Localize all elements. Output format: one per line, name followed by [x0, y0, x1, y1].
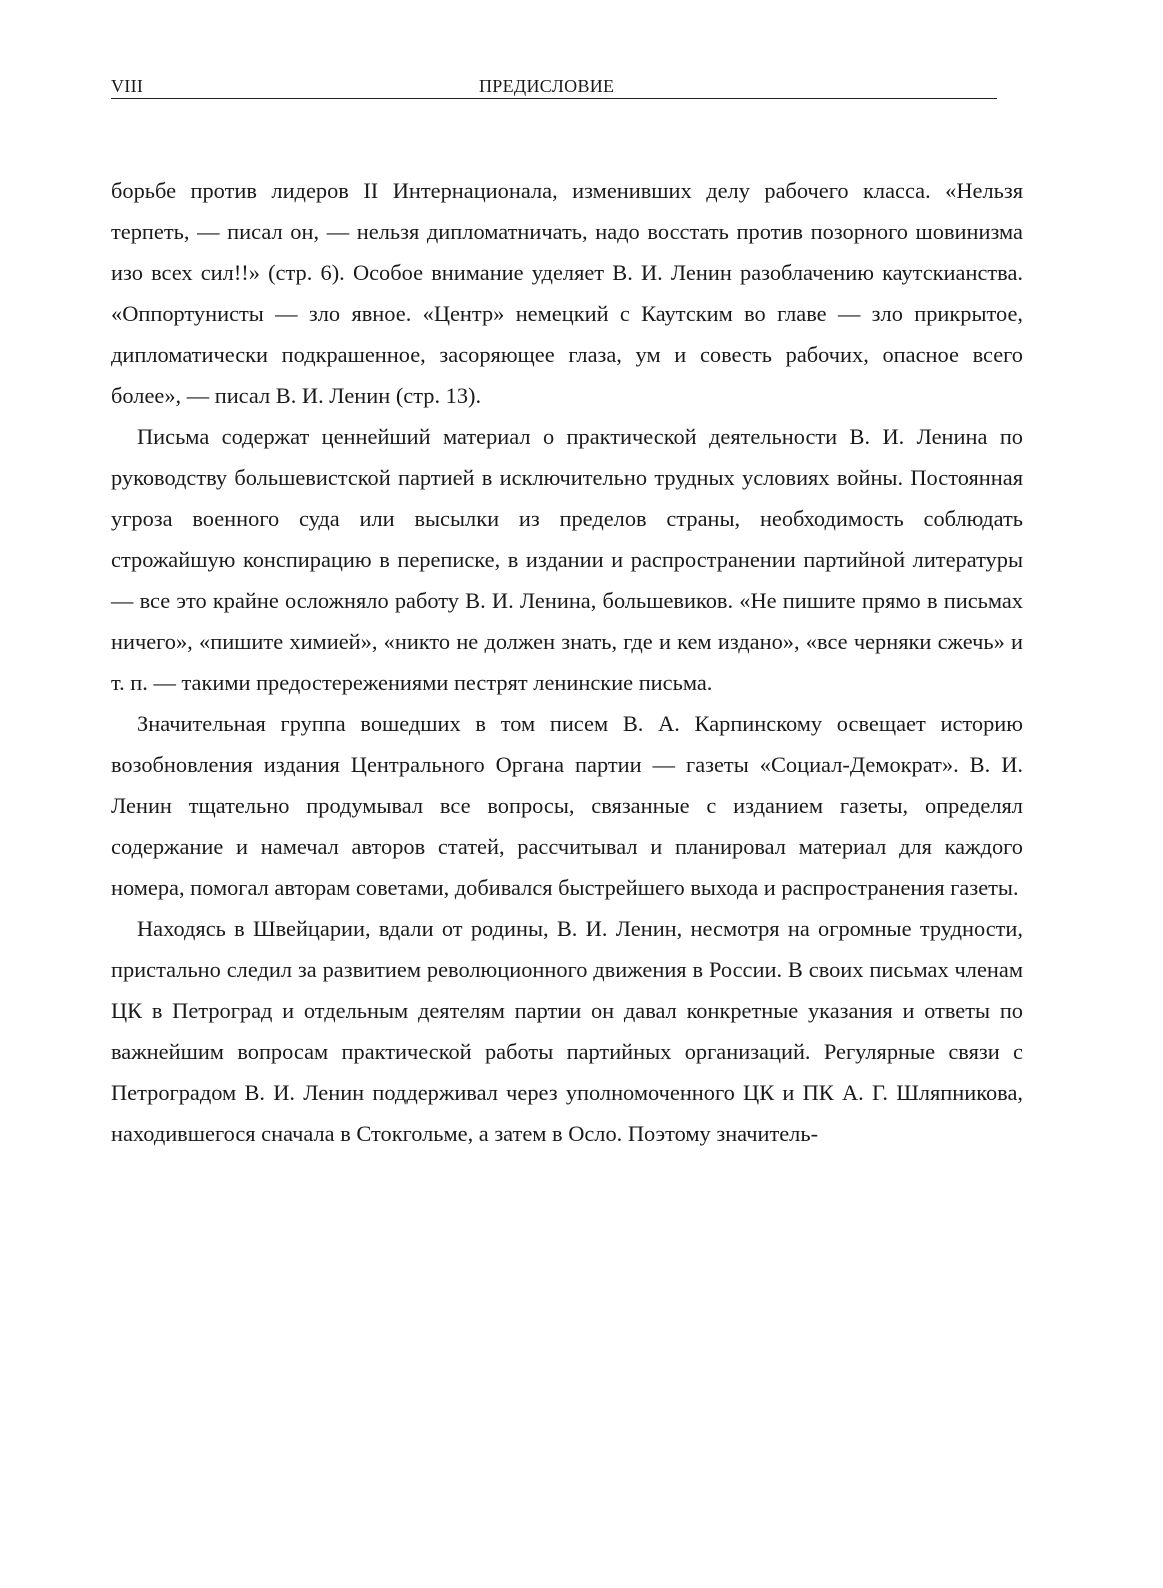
body-text [111, 170, 1023, 1154]
running-title: ПРЕДИСЛОВИЕ [479, 76, 615, 96]
page-number: VIII [111, 76, 144, 96]
paragraph: Значительная группа вошедших в том писем В. А. Карпинскому освещает историю возобновления издания Центрального Органа партии — газеты «Социал-Демократ». В. И. Ленин тщательно продумывал все вопросы, связанные с изданием газеты, определял содержание и намечал авторов статей, рассчитывал и планировал материал для каждого номера, помогал авторам советами, добивался быстрейшего выхода и распространения газеты. [111, 711, 1023, 900]
paragraph: борьбе против лидеров II Интернационала, изменивших делу рабочего класса. «Нельзя терпеть, — писал он, — нельзя дипломатничать, надо восстать против позорного шовинизма изо всех сил!!» (стр. 6). Особое внимание уделяет В. И. Ленин разоблачению каутскианства. «Оппортунисты — зло явное. «Центр» немецкий с Каутским во главе — зло прикрытое, дипломатически подкрашенное, засоряющее глаза, ум и совесть рабочих, опасное всего более», — писал В. И. Ленин (стр. 13). [111, 178, 1023, 408]
paragraph: Письма содержат ценнейший материал о практической деятельности В. И. Ленина по руководству большевистской партией в исключительно трудных условиях войны. Постоянная угроза военного суда или высылки из пределов страны, необходимость соблюдать строжайшую конспирацию в переписке, в издании и распространении партийной литературы — все это крайне осложняло работу В. И. Ленина, большевиков. «Не пишите прямо в письмах ничего», «пишите химией», «никто не должен знать, где и кем издано», «все черняки сжечь» и т. п. — такими предостережениями пестрят ленинские письма. [111, 424, 1023, 695]
paragraph: Находясь в Швейцарии, вдали от родины, В. И. Ленин, несмотря на огромные трудности, пристально следил за развитием революционного движения в России. В своих письмах членам ЦК в Петроград и отдельным деятелям партии он давал конкретные указания и ответы по важнейшим вопросам практической работы партийных организаций. Регулярные связи с Петроградом В. И. Ленин поддерживал через уполномоченного ЦК и ПК А. Г. Шляпникова, находившегося сначала в Стокгольме, а затем в Осло. Поэтому значитель- [111, 916, 1023, 1146]
running-header [111, 74, 997, 99]
